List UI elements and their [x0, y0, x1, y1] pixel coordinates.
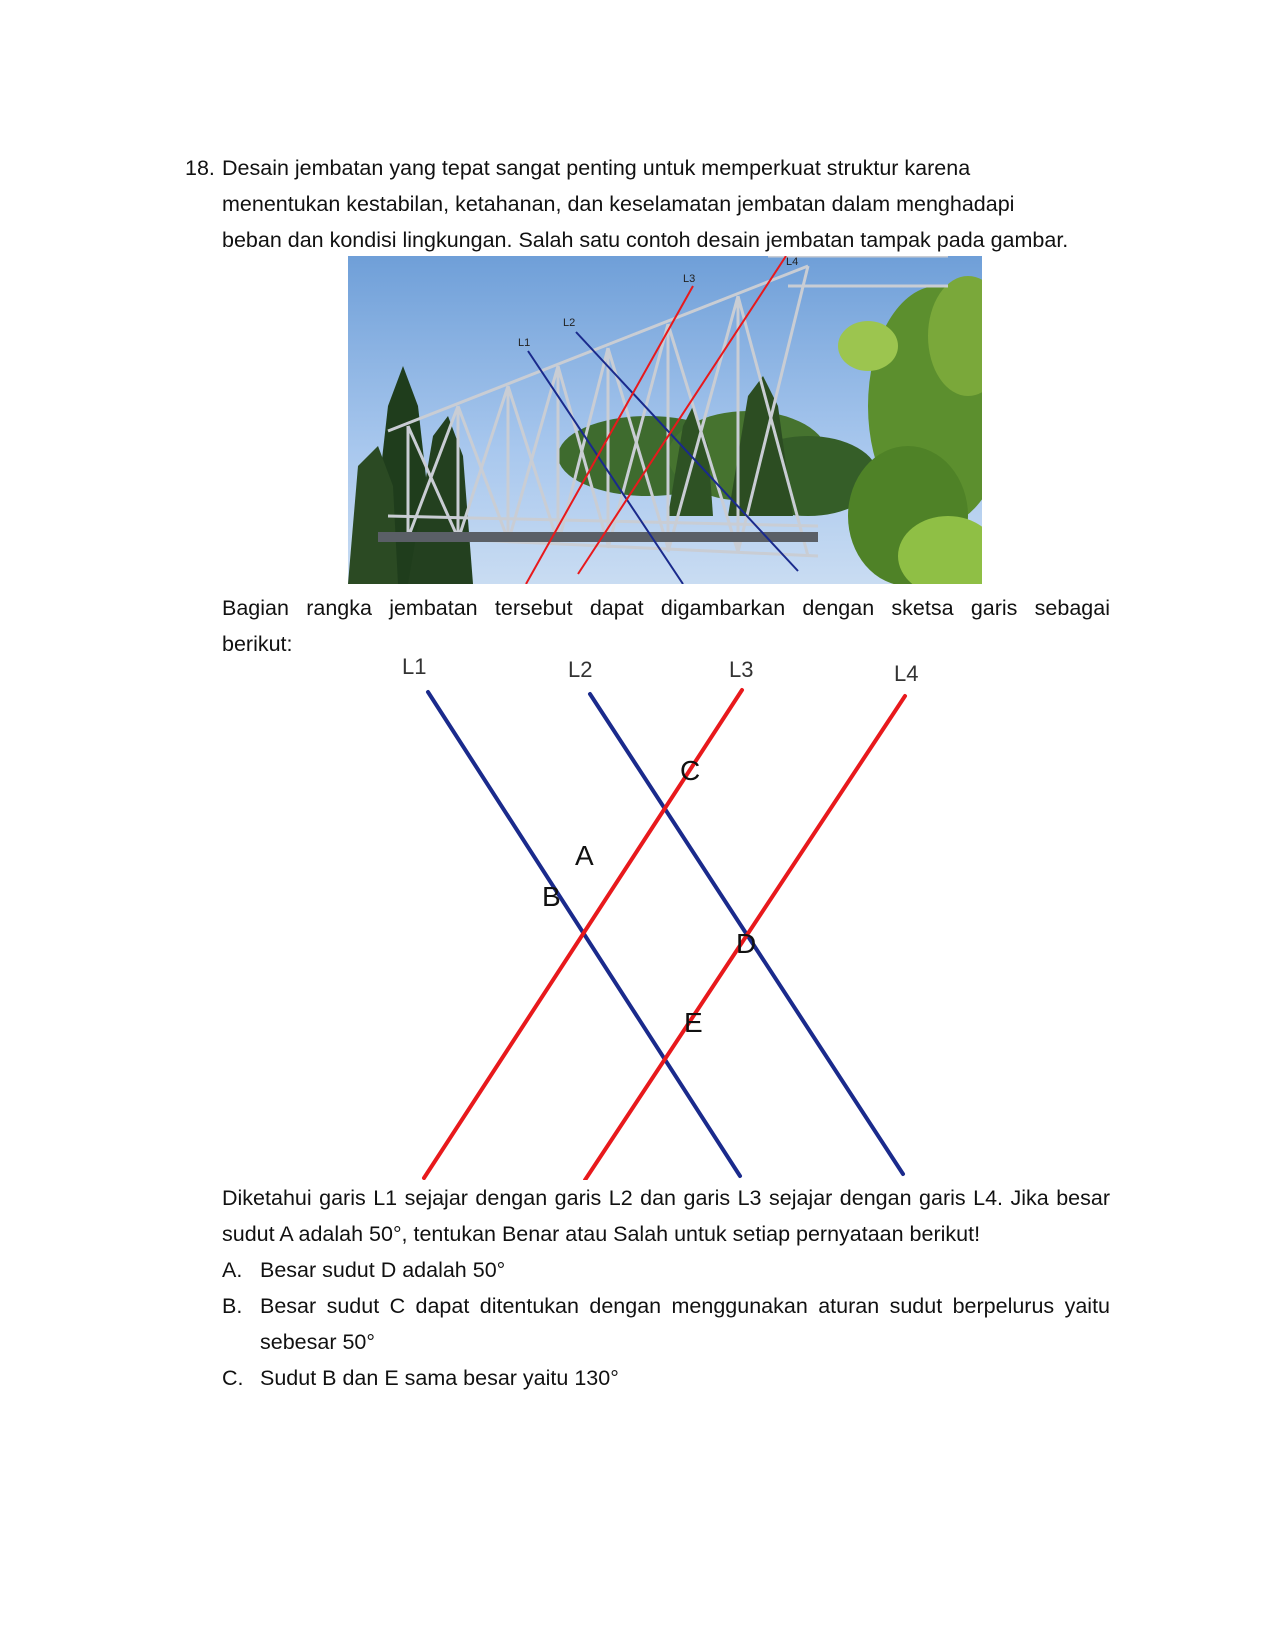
bridge-photo [348, 256, 982, 584]
line-sketch [380, 650, 940, 1180]
option-b [222, 1288, 1110, 1360]
angle-label-a: A [575, 840, 594, 871]
option-letter: B. [222, 1294, 243, 1318]
question-intro [222, 150, 1110, 258]
angle-label-d: D [736, 928, 757, 959]
option-text: Sudut B dan E sama besar yaitu 130° [260, 1366, 619, 1390]
angle-label-e: E [684, 1007, 703, 1038]
photo-label-l3: L3 [683, 273, 696, 285]
option-letter: A. [222, 1258, 243, 1282]
option-c [222, 1360, 1110, 1396]
option-text: Besar sudut D adalah 50° [260, 1258, 506, 1282]
sketch-label-l2: L2 [568, 657, 593, 682]
bridge-deck [378, 532, 818, 542]
photo-label-l1: L1 [518, 337, 531, 349]
angle-label-b: B [542, 881, 561, 912]
given-line: Diketahui garis L1 sejajar dengan garis L2 dan garis L3 sejajar dengan garis L4. Jika besar [222, 1186, 1110, 1210]
description-line: berikut: [222, 632, 293, 656]
angle-label-c: C [680, 755, 701, 786]
statement-options [222, 1252, 1110, 1396]
sketch-label-l3: L3 [729, 657, 754, 682]
sketch-label-l1: L1 [402, 654, 427, 679]
option-a [222, 1252, 1110, 1288]
description-line: Bagian rangka jembatan tersebut dapat digambarkan dengan sketsa garis sebagai [222, 596, 1110, 620]
intro-line: menentukan kestabilan, ketahanan, dan keselamatan jembatan dalam menghadapi [222, 192, 1015, 216]
question-number: 18. [185, 156, 215, 180]
photo-label-l4: L4 [786, 256, 799, 269]
intro-line: Desain jembatan yang tepat sangat penting untuk memperkuat struktur karena [222, 156, 971, 180]
option-text: Besar sudut C dapat ditentukan dengan menggunakan aturan sudut berpelurus yaitu [260, 1294, 1110, 1318]
given-statement [222, 1180, 1110, 1252]
given-line: sudut A adalah 50°, tentukan Benar atau Salah untuk setiap pernyataan berikut! [222, 1222, 981, 1246]
intro-line: beban dan kondisi lingkungan. Salah satu contoh desain jembatan tampak pada gambar. [222, 228, 1069, 252]
photo-label-l2: L2 [563, 317, 576, 329]
option-letter: C. [222, 1366, 244, 1390]
option-text-continued: sebesar 50° [260, 1330, 375, 1354]
sketch-label-l4: L4 [894, 661, 919, 686]
